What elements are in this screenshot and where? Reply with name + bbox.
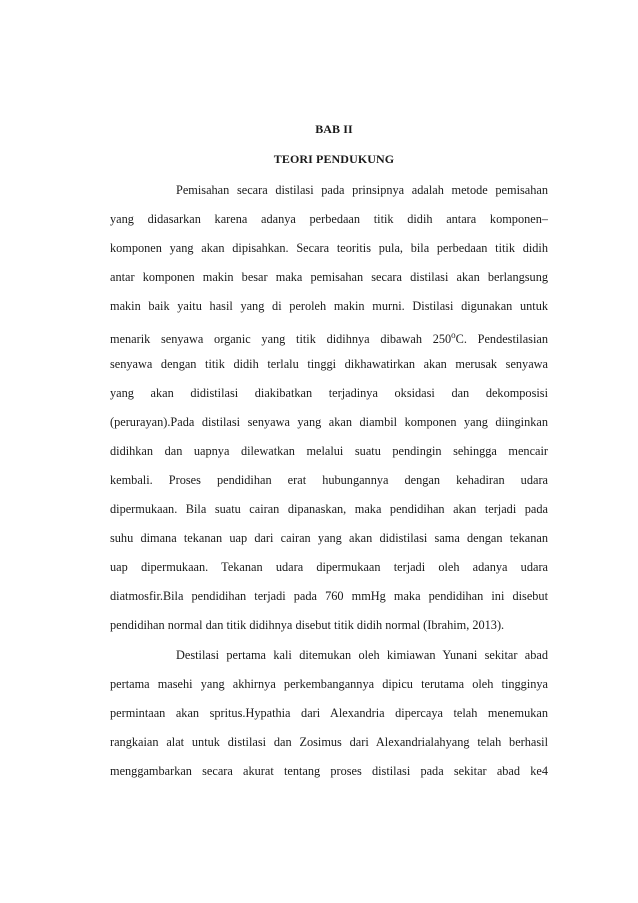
- text-line: pertama masehi yang akhirnya perkembangannya dipicu terutama oleh tingginya: [110, 677, 548, 691]
- text-segment: menarik senyawa organic yang titik didihnya dibawah 250: [110, 332, 452, 346]
- text-line: permintaan akan spritus.Hypathia dari Alexandria dipercaya telah menemukan: [110, 706, 548, 720]
- body-text: [110, 176, 548, 786]
- text-line: Destilasi pertama kali ditemukan oleh kimiawan Yunani sekitar abad: [176, 648, 548, 662]
- text-line: suhu dimana tekanan uap dari cairan yang akan didistilasi sama dengan tekanan: [110, 531, 548, 545]
- paragraph-2: [110, 641, 548, 786]
- text-line: komponen yang akan dipisahkan. Secara teoritis pula, bila perbedaan titik didih: [110, 241, 548, 255]
- text-line-with-degree: [110, 321, 548, 350]
- chapter-heading: BAB II: [315, 122, 353, 136]
- text-line: didihkan dan uapnya dilewatkan melalui suatu pendingin sehingga mencair: [110, 444, 548, 458]
- text-line: pendidihan normal dan titik didihnya disebut titik didih normal (Ibrahim, 2013).: [110, 618, 505, 632]
- text-line: Pemisahan secara distilasi pada prinsipnya adalah metode pemisahan: [176, 183, 548, 197]
- text-line: antar komponen makin besar maka pemisahan secara distilasi akan berlangsung: [110, 270, 548, 284]
- text-line: uap dipermukaan. Tekanan udara dipermukaan terjadi oleh adanya udara: [110, 560, 548, 574]
- text-line: yang didasarkan karena adanya perbedaan titik didih antara komponen–: [110, 212, 548, 226]
- text-line: dipermukaan. Bila suatu cairan dipanaskan, maka pendidihan akan terjadi pada: [110, 502, 548, 516]
- degree-symbol: o: [451, 330, 456, 340]
- text-line: senyawa dengan titik didih terlalu tinggi dikhawatirkan akan merusak senyawa: [110, 357, 548, 371]
- text-line: diatmosfir.Bila pendidihan terjadi pada 760 mmHg maka pendidihan ini disebut: [110, 589, 548, 603]
- text-line: rangkaian alat untuk distilasi dan Zosimus dari Alexandrialahyang telah berhasil: [110, 735, 548, 749]
- text-line: kembali. Proses pendidihan erat hubungannya dengan kehadiran udara: [110, 473, 548, 487]
- text-segment: C. Pendestilasian: [455, 332, 548, 346]
- text-line: (perurayan).Pada distilasi senyawa yang akan diambil komponen yang diinginkan: [110, 415, 548, 429]
- paragraph-1: [110, 176, 548, 640]
- text-line: makin baik yaitu hasil yang di peroleh makin murni. Distilasi digunakan untuk: [110, 299, 548, 313]
- text-line: menggambarkan secara akurat tentang proses distilasi pada sekitar abad ke4: [110, 764, 548, 778]
- text-line: yang akan didistilasi diakibatkan terjadinya oksidasi dan dekomposisi: [110, 386, 548, 400]
- chapter-title: TEORI PENDUKUNG: [273, 152, 395, 166]
